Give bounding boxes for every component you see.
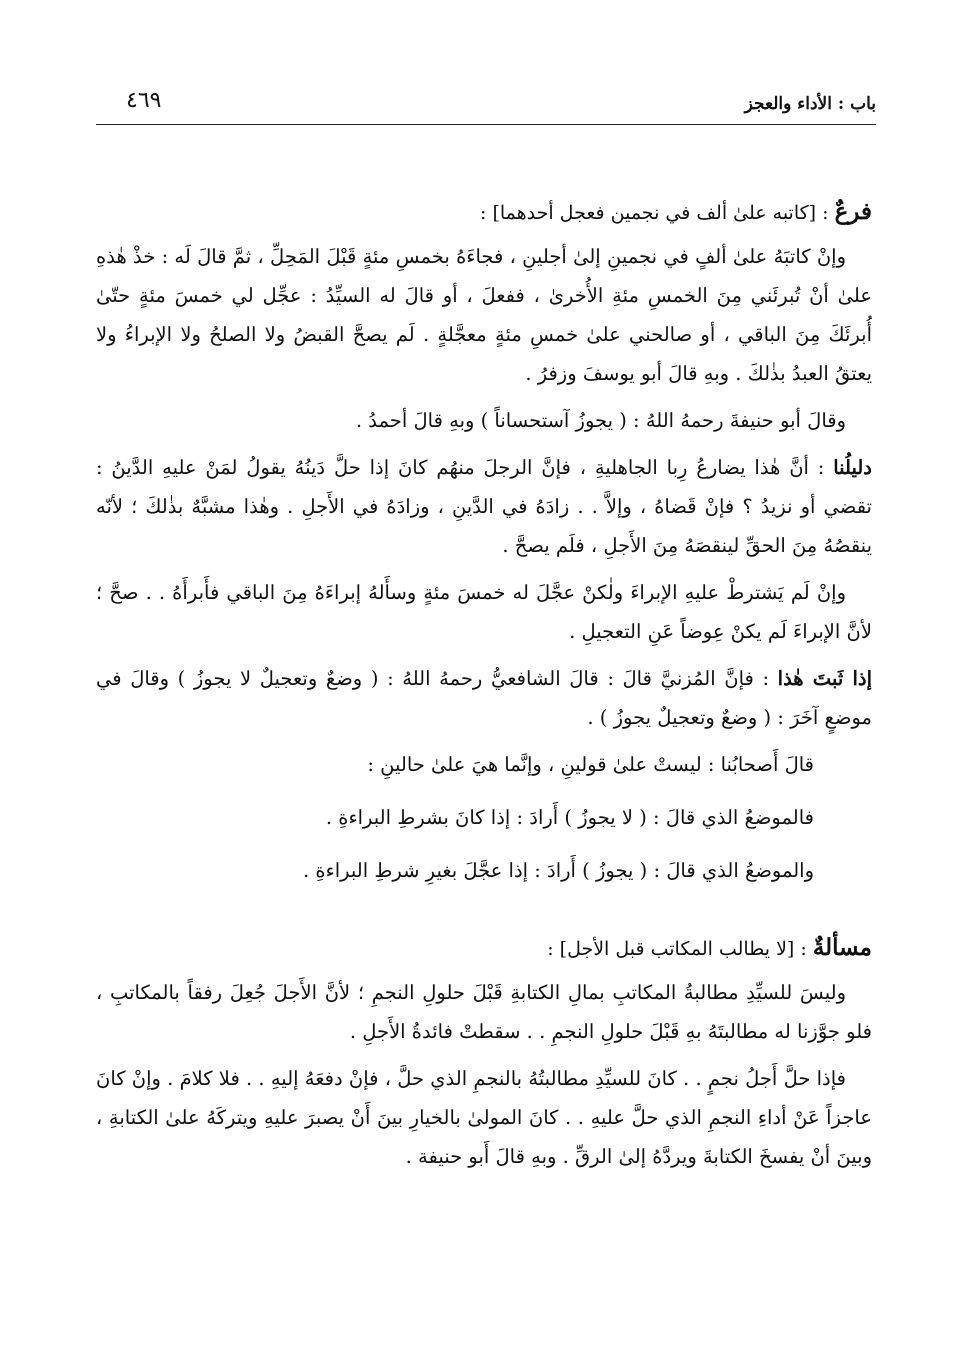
paragraph: وقالَ أبو حنيفةَ رحمهُ اللهُ : ( يجوزُ آستحساناً ) وبهِ قالَ أحمدُ .	[355, 409, 846, 432]
heading-keyword: فرعٌ	[834, 198, 872, 225]
running-header	[96, 86, 876, 125]
paragraph-lead: دليلُنا	[833, 456, 872, 479]
page-body	[96, 192, 872, 1184]
paragraph: والموضعُ الذي قالَ : ( يجوزُ ) أَرادَ : إذا عجَّلَ بغيرِ شرطِ البراءةِ .	[302, 859, 814, 882]
heading-title: : [كاتبه علىٰ ألف في نجمين فعجل أحدهما] :	[480, 202, 835, 224]
paragraph: قالَ أَصحابُنا : ليستْ علىٰ قولينِ ، وإنَّما هيَ علىٰ حالينِ :	[367, 753, 814, 776]
heading-keyword: مسألةٌ	[812, 934, 872, 961]
chapter-title: باب : الأداء والعجز	[744, 94, 876, 114]
paragraph-text: : فإنَّ المُزنيَّ قالَ : قالَ الشافعيُّ رحمهُ اللهُ : ( وضعٌ وتعجيلٌ لا يجوزُ ) وقالَ في موضعٍ آخَرَ : ( وضعٌ وتعجيلٌ يجوزُ ) .	[96, 667, 872, 729]
section-heading-far	[96, 192, 872, 233]
paragraph: وإنْ كاتبَهُ علىٰ ألفٍ في نجمينِ إلىٰ أجلينِ ، فجاءَهُ بخمسِ مئةٍ قَبْلَ المَحِلِّ ، ثمَّ قالَ لَه : خذْ هٰذهِ علىٰ أنْ تُبرئَني مِنَ الخمسِ مئةِ الأُخرىٰ ، ففعلَ ، أو قالَ له السيِّدُ : عجِّل لي خمسَ مئةٍ حتّىٰ أُبرئَكَ مِنَ الباقي ، أو صالحني علىٰ خمسِ مئةٍ معجَّلةٍ . لَم يصحَّ القبضُ ولا الصلحُ ولا الإبراءُ ولا يعتقُ العبدُ بذٰلكَ . وبهِ قالَ أبو يوسفَ وزفرُ .	[96, 245, 872, 385]
paragraph: وليسَ للسيِّدِ مطالبةُ المكاتبِ بمالِ الكتابةِ قَبْلَ حلولِ النجمِ ؛ لأنَّ الأَجلَ جُعِلَ رفقاً بالمكاتبِ ، فلو جوَّزنا له مطالبتَهُ بهِ قَبْلَ حلولِ النجمِ . . سقطتْ فائدةُ الأَجلِ .	[96, 981, 872, 1043]
paragraph: فإذا حلَّ أَجلُ نجمٍ . . كانَ للسيِّدِ مطالبتُهُ بالنجمِ الذي حلَّ ، فإنْ دفعَهُ إليهِ . . فلا كلامَ . وإنْ كانَ عاجزاً عَنْ أداءِ النجمِ الذي حلَّ عليهِ . . كانَ المولىٰ بالخيارِ بينَ أَنْ يصبرَ عليهِ ويتركَهُ علىٰ الكتابةِ ، وبينَ أنْ يفسخَ الكتابةَ ويردَّهُ إلىٰ الرقِّ . وبهِ قالَ أَبو حنيفة .	[96, 1067, 872, 1168]
paragraph-lead: إذا ثَبتَ هٰذا	[777, 667, 872, 690]
paragraph: فالموضعُ الذي قالَ : ( لا يجوزُ ) أَرادَ : إذا كانَ بشرطِ البراءةِ .	[325, 806, 814, 829]
section-heading-masala	[96, 928, 872, 969]
paragraph-text: : أنَّ هٰذا يضارعُ رِبا الجاهليةِ ، فإنَّ الرجلَ منهُم كانَ إذا حلَّ دَينُهُ يقولُ لمَنْ عليهِ الدَّينُ : تقضي أو نزيدُ ؟ فإنْ قَضاهُ ، وإلاَّ . . زادَهُ في الدَّينِ ، وزادَهُ في الأَجلِ . وهٰذا مشبَّهٌ بذٰلكَ ؛ لأنّه ينقصُهُ مِنَ الحقِّ لينقصَهُ مِنَ الأَجلِ ، فلَم يصحَّ .	[96, 456, 872, 557]
page-number: ٤٦٩	[126, 88, 162, 113]
paragraph	[96, 659, 872, 737]
paragraph	[96, 448, 872, 565]
paragraph: وإنْ لَم يَشترطْ عليهِ الإبراءَ ولٰكنْ عجَّلَ له خمسَ مئةٍ وسأَلهُ إبراءَهُ مِنَ الباقي فأَبرأَهُ . . صحَّ ؛ لأنَّ الإبراءَ لَم يكنْ عِوضاً عَنِ التعجيلِ .	[96, 581, 872, 643]
heading-title: : [لا يطالب المكاتب قبل الأجل] :	[547, 938, 813, 960]
